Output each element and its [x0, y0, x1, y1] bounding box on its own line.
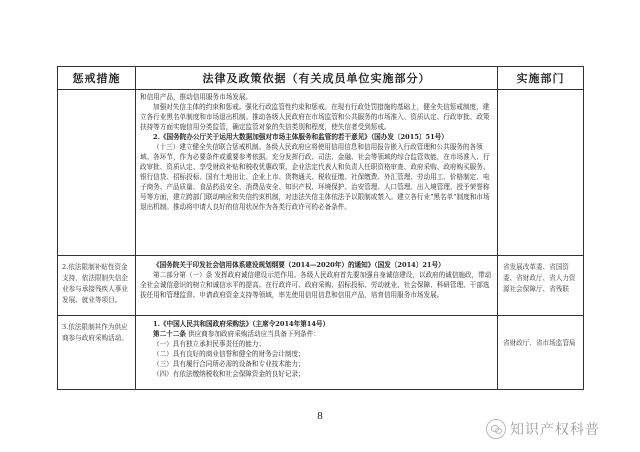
paragraph: 第二部分第（一）条 发挥政府诚信建设示范作用。各级人民政府首先要加强自身诚信建设，以政府的诚信施政，带动全社会诚信意识的树立和诚信水平的提高。在行政许可、政府采购、招标投标、劳动就业、社会保障、科研管理、干部选拔任用和管理监督、申请政府资金支持等领域，率先使用信用信息和信用产品，培育信用服务市场发展。 — [140, 271, 492, 299]
document-title: 2.《国务院办公厅关于运用大数据加强对市场主体服务和监管的若干意见》（国办发〔2015〕51号） — [153, 133, 448, 141]
table-row — [58, 256, 584, 316]
list-item: （四）有依法缴纳税收和社会保障资金的良好记录； — [153, 370, 305, 378]
watermark — [486, 418, 600, 440]
department-text: 省财政厅、省市场监管局 — [503, 339, 576, 347]
article-label: 第二十二条 — [153, 330, 186, 338]
article — [140, 329, 493, 339]
table-header-row — [58, 67, 584, 90]
document-title: 《国务院关于印发社会信用体系建设规划纲要（2014—2020年）的通知》（国发〔2014〕21号） — [153, 261, 445, 269]
wechat-icon — [486, 419, 506, 439]
legal-basis-cell — [136, 316, 498, 390]
measure-text: 2.依法限制补贴性资金支持，依法限制失信企业参与承接残疾人事业发展、就业等项目。 — [62, 263, 128, 304]
department-text: 省发展改革委、省国资委、省财政厅、省人力资源社会保障厅、省残联 — [503, 263, 576, 293]
header-department: 实施部门 — [498, 67, 584, 90]
measure-cell — [58, 256, 136, 316]
list-item: （二）具有良好的商业信誉和健全的财务会计制度； — [153, 350, 305, 358]
page-number: 8 — [317, 410, 323, 422]
watermark-text: 知识产权科普 — [510, 422, 600, 438]
department-cell — [498, 90, 584, 256]
legal-basis-cell — [136, 90, 498, 256]
measure-cell — [58, 90, 136, 256]
document-title: 1.《中国人民共和国政府采购法》（主席令2014年第14号） — [153, 320, 330, 328]
legal-basis-cell — [136, 256, 498, 316]
table-row — [58, 90, 584, 256]
list-item: （三）具有履行合同所必需的设备和专业技术能力； — [153, 360, 305, 368]
measure-text: 3.依法限制其作为供应商参与政府采购活动。 — [62, 323, 128, 342]
list-item: （一）具有独立承担民事责任的能力； — [153, 340, 266, 348]
article-text: 供应商参加政府采购活动应当具备下列条件： — [188, 330, 320, 338]
header-legal-basis: 法律及政策依据（有关成员单位实施部分） — [136, 67, 498, 90]
paragraph: （十三）建立健全失信联合惩戒机制。各级人民政府应将使用信用信息和信用报告嵌入行政管理和公共服务的各领域、各环节，作为必要条件或重要参考依据。充分发挥行政、司法、金融、社会等领域的综合监管效能，在市场准入、行政审批、资质认定、享受财政补贴和税收优惠政策、企业法定代表人和负责人任职资格审查、政府采购、政府购买服务、银行信贷、招标投标、国有土地出让、企业上市、货物通关、税收征缴、社保缴费、外汇管理、劳动用工、价格制定、电子商务、产品质量、食品药品安全、消费品安全、知识产权、环境保护、治安管理、人口管理、出入境管理、授予荣誉称号等方面，建立跨部门联动响应和失信约束机制，对违法失信主体依法予以限制或禁入。建立各行业“黑名单”制度和市场退出机制。推动将申请人良好的信用状况作为各类行政许可的必备条件。 — [140, 143, 490, 211]
penalty-measures-table — [57, 66, 584, 390]
header-measure: 惩戒措施 — [58, 67, 136, 90]
table-row — [58, 316, 584, 390]
department-cell — [498, 316, 584, 390]
paragraph: 加强对失信主体的约束和惩戒。强化行政监管性约束和惩戒。在现有行政处罚措施的基础上，健全失信惩戒制度，建立各行业黑名单制度和市场退出机制。推动各级人民政府在市场监管和公共服务的市场准入、资质认定、行政审批、政策扶持等方面实施信用分类监管，确定监管对象的失信类别和程度，使失信者受到惩戒。 — [140, 103, 490, 131]
paragraph: 和信用产品，推动信用服务市场发展。 — [140, 93, 253, 101]
measure-cell — [58, 316, 136, 390]
department-cell — [498, 256, 584, 316]
